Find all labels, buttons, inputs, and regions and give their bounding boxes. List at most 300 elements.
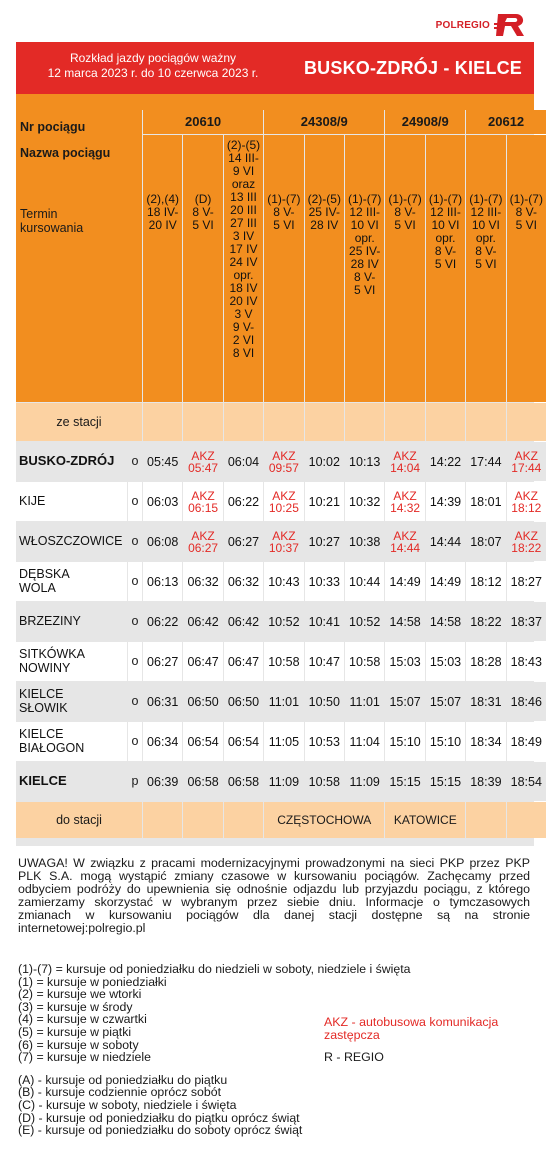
time-cell	[264, 522, 303, 561]
legend-letter-item: (A) - kursuje od poniedziałku do piątku	[18, 1072, 228, 1087]
station-name-cell	[16, 482, 127, 521]
departure-time: 10:21	[308, 494, 340, 509]
station-type-cell	[128, 482, 142, 521]
time-cell	[224, 442, 263, 481]
time-cell	[426, 682, 465, 721]
departure-time: 10:53	[308, 734, 340, 749]
station-name-cell	[16, 642, 127, 681]
station-type: o	[131, 494, 139, 508]
station-name-cell	[16, 562, 127, 601]
time-cell	[426, 602, 465, 641]
from-station-cell	[466, 403, 505, 441]
akz-time	[264, 482, 303, 521]
to-station-cell	[264, 802, 384, 838]
time-cell	[426, 642, 465, 681]
departure-time: 05:45	[147, 454, 179, 469]
time-cell	[264, 562, 303, 601]
from-station-cell	[183, 403, 222, 441]
akz-time	[183, 442, 222, 481]
legend-day-item: (7) = kursuje w niedziele	[18, 1050, 151, 1065]
time-cell	[224, 762, 263, 801]
time-cell	[507, 482, 546, 521]
to-station-cell	[507, 802, 546, 838]
station-name: KIJE	[19, 494, 46, 508]
term-text: (2),(4) 18 IV- 20 IV	[146, 192, 180, 232]
time-cell	[305, 722, 344, 761]
time-cell	[143, 562, 182, 601]
departure-time: 06:47	[187, 654, 219, 669]
akz-time	[264, 522, 303, 561]
akz-time-value: 10:25	[268, 500, 299, 515]
train-number: 20612	[488, 114, 525, 129]
station-type-cell	[128, 562, 142, 601]
time-cell	[224, 482, 263, 521]
departure-time: 14:58	[389, 614, 421, 629]
station-type: o	[131, 734, 139, 748]
time-cell	[345, 642, 384, 681]
station-type: o	[131, 694, 139, 708]
notice-text: UWAGA! W związku z pracami modernizacyjnymi prowadzonymi na sieci PKP przez PKP PLK S.A. mogą wystąpić zmiany czasowe w kursowaniu pociągów. Zachęcamy przed odbyciem podróży do upewnienia się odnośnie odjazdu lub przyjazdu pociągu, z którego zamierzamy skorzystać w wybranym przez siebie dniu. Informacje o tymczasowych zmianach w kursowaniu pociągów dla danej stacji dostępne są na stronie internetowej:polregio.pl	[18, 856, 530, 935]
station-type-cell	[128, 762, 142, 801]
station-type: o	[131, 534, 139, 548]
time-cell	[426, 442, 465, 481]
legend-letter-item: (D) - kursuje od poniedziałku do piątku oprócz świąt	[18, 1110, 300, 1125]
departure-time: 15:07	[429, 694, 462, 709]
departure-time: 11:04	[349, 734, 380, 749]
time-cell	[264, 722, 303, 761]
term-column	[426, 135, 465, 402]
akz-time	[183, 482, 222, 521]
term-text: (1)-(7) 8 V- 5 VI	[388, 192, 422, 232]
time-cell	[305, 682, 344, 721]
departure-time: 06:42	[187, 614, 219, 629]
akz-time-value: 18:22	[511, 540, 542, 555]
time-cell	[385, 642, 424, 681]
time-cell	[143, 482, 182, 521]
akz-label: AKZ	[393, 528, 417, 543]
time-cell	[466, 522, 505, 561]
station-type-cell	[128, 682, 142, 721]
from-station-label: ze stacji	[56, 415, 102, 429]
time-cell	[466, 482, 505, 521]
time-cell	[305, 642, 344, 681]
station-name-cell	[16, 682, 127, 721]
departure-time: 11:09	[349, 774, 380, 789]
polregio-logo	[436, 12, 528, 38]
from-station-cell	[305, 403, 344, 441]
validity-info	[28, 51, 278, 81]
departure-time: 18:28	[470, 654, 502, 669]
term-column	[264, 135, 303, 402]
departure-time: 06:54	[187, 734, 219, 749]
akz-label: AKZ	[191, 448, 215, 463]
departure-time: 06:22	[227, 494, 260, 509]
from-station-cell	[224, 403, 263, 441]
departure-time: 10:52	[268, 614, 300, 629]
departure-time: 10:58	[308, 774, 340, 789]
time-cell	[385, 442, 424, 481]
time-cell	[224, 602, 263, 641]
term-column	[305, 135, 344, 402]
time-cell	[466, 722, 505, 761]
train-number-header	[385, 110, 465, 134]
time-cell	[143, 682, 182, 721]
train-number-header	[143, 110, 263, 134]
term-column	[345, 135, 384, 402]
time-cell	[426, 562, 465, 601]
station-type: o	[131, 574, 139, 588]
legend-day-item: (2) = kursuje we wtorki	[18, 987, 142, 1002]
validity-line-2: 12 marca 2023 r. do 10 czerwca 2023 r.	[47, 66, 259, 80]
term-column	[507, 135, 546, 402]
station-name-cell	[16, 602, 127, 641]
station-name: SITKÓWKA NOWINY	[19, 647, 85, 675]
akz-label: AKZ	[514, 448, 538, 463]
time-cell	[385, 482, 424, 521]
departure-time: 10:58	[268, 654, 300, 669]
time-cell	[183, 602, 222, 641]
station-name: KIELCE	[19, 773, 67, 788]
departure-time: 14:49	[429, 574, 462, 589]
departure-time: 18:37	[510, 614, 542, 629]
polregio-r-icon	[494, 12, 528, 38]
timetable-banner	[16, 42, 534, 94]
akz-time-value: 06:15	[188, 500, 219, 515]
label-term-line-1: Termin	[20, 207, 58, 221]
station-type-cell	[128, 522, 142, 561]
from-station-cell	[385, 403, 424, 441]
time-cell	[345, 682, 384, 721]
departure-time: 10:41	[308, 614, 340, 629]
station-name-cell	[16, 762, 127, 801]
departure-time: 18:34	[470, 734, 502, 749]
train-number: 24308/9	[300, 114, 348, 129]
departure-time: 10:44	[349, 574, 381, 589]
akz-time	[507, 482, 546, 521]
akz-time	[264, 442, 303, 481]
departure-time: 10:33	[308, 574, 340, 589]
departure-time: 10:13	[349, 454, 381, 469]
departure-time: 10:43	[268, 574, 300, 589]
departure-time: 14:49	[389, 574, 421, 589]
time-cell	[345, 482, 384, 521]
time-cell	[385, 562, 424, 601]
time-cell	[305, 762, 344, 801]
time-cell	[507, 722, 546, 761]
time-cell	[345, 562, 384, 601]
akz-legend: AKZ - autobusowa komunikacja zastępcza	[324, 1015, 499, 1042]
departure-time: 18:39	[470, 774, 502, 789]
departure-time: 10:38	[349, 534, 381, 549]
akz-time-value: 17:44	[511, 460, 542, 475]
departure-time: 17:44	[470, 454, 502, 469]
departure-time: 06:58	[227, 774, 260, 789]
departure-time: 10:27	[308, 534, 340, 549]
akz-time-value: 14:04	[390, 460, 421, 475]
time-cell	[224, 562, 263, 601]
time-cell	[345, 602, 384, 641]
station-type: o	[131, 654, 139, 668]
departure-time: 18:27	[510, 574, 542, 589]
departure-time: 06:22	[147, 614, 179, 629]
station-name: KIELCE BIAŁOGON	[19, 727, 85, 755]
from-station-label-cell	[16, 403, 142, 441]
time-cell	[466, 442, 505, 481]
label-term-line-2: kursowania	[20, 221, 84, 235]
destination-name: CZĘSTOCHOWA	[277, 813, 372, 827]
station-name: BRZEZINY	[19, 614, 81, 628]
legend-letter-item: (B) - kursuje codziennie oprócz sobót	[18, 1085, 221, 1100]
time-cell	[224, 522, 263, 561]
time-cell	[305, 442, 344, 481]
label-train-name: Nazwa pociągu	[20, 146, 111, 160]
legend-letter-item: (C) - kursuje w soboty, niedziele i święta	[18, 1097, 237, 1112]
time-cell	[143, 642, 182, 681]
term-text: (1)-(7) 12 III- 10 VI opr. 8 V- 5 VI	[469, 192, 503, 271]
station-type-cell	[128, 722, 142, 761]
time-cell	[183, 682, 222, 721]
departure-time: 06:27	[227, 534, 260, 549]
time-cell	[507, 442, 546, 481]
station-type-cell	[128, 442, 142, 481]
time-cell	[183, 642, 222, 681]
departure-time: 15:03	[429, 654, 462, 669]
time-cell	[385, 682, 424, 721]
time-cell	[264, 682, 303, 721]
akz-label: AKZ	[514, 528, 538, 543]
departure-time: 15:10	[429, 734, 462, 749]
departure-time: 06:08	[147, 534, 179, 549]
time-cell	[345, 762, 384, 801]
route-title: BUSKO-ZDRÓJ - KIELCE	[303, 58, 522, 78]
time-cell	[507, 602, 546, 641]
departure-time: 06:04	[227, 454, 260, 469]
term-column	[143, 135, 182, 402]
time-cell	[183, 762, 222, 801]
departure-time: 14:58	[429, 614, 462, 629]
station-name-cell	[16, 442, 127, 481]
station-name-cell	[16, 522, 127, 561]
term-column	[466, 135, 505, 402]
station-type: o	[131, 614, 139, 628]
departure-time: 06:03	[147, 494, 179, 509]
time-cell	[224, 642, 263, 681]
departure-time: 18:22	[470, 614, 502, 629]
time-cell	[385, 722, 424, 761]
to-station-cell	[466, 802, 505, 838]
validity-line-1: Rozkład jazdy pociągów ważny	[69, 51, 237, 65]
legend-day-item: (6) = kursuje w soboty	[18, 1037, 139, 1052]
akz-label: AKZ	[272, 528, 296, 543]
time-cell	[507, 762, 546, 801]
station-name: WŁOSZCZOWICE	[19, 534, 123, 548]
departure-time: 06:42	[227, 614, 260, 629]
r-legend: R - REGIO	[324, 1050, 384, 1064]
to-station-cell	[143, 802, 182, 838]
term-text: (1)-(7) 12 III- 10 VI opr. 25 IV- 28 IV 8 V- 5 VI	[348, 192, 382, 297]
time-cell	[345, 722, 384, 761]
departure-time: 18:49	[510, 734, 542, 749]
time-cell	[466, 602, 505, 641]
departure-time: 06:13	[147, 574, 179, 589]
departure-time: 06:47	[227, 654, 260, 669]
akz-label: AKZ	[191, 528, 215, 543]
station-type: o	[131, 454, 139, 468]
time-cell	[143, 762, 182, 801]
akz-time-value: 05:47	[188, 460, 219, 475]
departure-time: 18:12	[470, 574, 502, 589]
term-text: (1)-(7) 8 V- 5 VI	[267, 192, 301, 232]
time-cell	[224, 722, 263, 761]
akz-label: AKZ	[393, 448, 417, 463]
time-cell	[426, 482, 465, 521]
time-cell	[224, 682, 263, 721]
departure-time: 10:32	[349, 494, 381, 509]
departure-time: 18:01	[470, 494, 502, 509]
legend-day-item: (3) = kursuje w środy	[18, 999, 133, 1014]
train-number-header	[264, 110, 384, 134]
departure-time: 18:07	[470, 534, 502, 549]
departure-time: 14:44	[429, 534, 462, 549]
time-cell	[143, 522, 182, 561]
departure-time: 06:58	[187, 774, 219, 789]
akz-label: AKZ	[272, 488, 296, 503]
time-cell	[305, 602, 344, 641]
akz-time	[507, 522, 546, 561]
station-name-cell	[16, 722, 127, 761]
departure-time: 10:58	[349, 654, 381, 669]
time-cell	[466, 682, 505, 721]
timetable	[16, 110, 543, 846]
departure-time: 06:32	[187, 574, 219, 589]
to-station-cell	[224, 802, 263, 838]
departure-time: 06:50	[187, 694, 219, 709]
to-station-cell	[385, 802, 465, 838]
from-station-cell	[264, 403, 303, 441]
departure-time: 18:43	[510, 654, 542, 669]
from-station-cell	[143, 403, 182, 441]
departure-time: 15:15	[389, 774, 421, 789]
term-text: (D) 8 V- 5 VI	[192, 192, 214, 232]
departure-time: 14:22	[429, 454, 462, 469]
legend-letter-item: (E) - kursuje od poniedziałku do soboty oprócz świąt	[18, 1123, 303, 1138]
departure-time: 10:52	[349, 614, 381, 629]
time-cell	[385, 762, 424, 801]
from-station-cell	[507, 403, 546, 441]
departure-time: 06:50	[227, 694, 260, 709]
akz-time	[385, 522, 424, 561]
departure-time: 11:09	[268, 774, 300, 789]
departure-time: 10:02	[308, 454, 340, 469]
akz-time	[507, 442, 546, 481]
departure-time: 06:39	[147, 774, 179, 789]
departure-time: 11:01	[349, 694, 380, 709]
departure-time: 06:27	[147, 654, 179, 669]
akz-time	[385, 442, 424, 481]
departure-time: 15:10	[389, 734, 421, 749]
time-cell	[305, 522, 344, 561]
akz-label: AKZ	[272, 448, 296, 463]
departure-time: 10:47	[308, 654, 340, 669]
akz-label: AKZ	[191, 488, 215, 503]
akz-time-value: 09:57	[268, 460, 299, 475]
time-cell	[426, 762, 465, 801]
time-cell	[183, 442, 222, 481]
to-station-label-cell	[16, 802, 142, 838]
from-station-cell	[345, 403, 384, 441]
departure-time: 18:46	[510, 694, 542, 709]
time-cell	[305, 482, 344, 521]
time-cell	[507, 682, 546, 721]
legend-day-item: (1) = kursuje w poniedziałki	[18, 974, 167, 989]
time-cell	[305, 562, 344, 601]
legend-day-item: (1)-(7) = kursuje od poniedziałku do niedzieli w soboty, niedziele i święta	[18, 962, 411, 976]
time-cell	[143, 442, 182, 481]
akz-label: AKZ	[393, 488, 417, 503]
time-cell	[143, 722, 182, 761]
header-label-cell	[16, 110, 142, 402]
station-name: DĘBSKA WOLA	[19, 567, 70, 595]
departure-time: 06:34	[147, 734, 179, 749]
term-text: (1)-(7) 12 III- 10 VI opr. 8 V- 5 VI	[428, 192, 463, 271]
departure-time: 18:54	[510, 774, 542, 789]
departure-time: 06:54	[227, 734, 260, 749]
departure-time: 10:50	[308, 694, 340, 709]
akz-time	[385, 482, 424, 521]
time-cell	[345, 522, 384, 561]
departure-time: 18:31	[470, 694, 502, 709]
term-column	[224, 135, 263, 402]
term-text: (2)-(5) 14 III- 9 VI oraz 13 III 20 III 27 III 3 IV 17 IV 24 IV opr. 18 IV 20 IV 3 V 9 V- 2 VI 8 VI	[226, 138, 261, 360]
time-cell	[183, 482, 222, 521]
time-cell	[183, 562, 222, 601]
term-column	[183, 135, 222, 402]
time-cell	[264, 602, 303, 641]
station-type-cell	[128, 642, 142, 681]
label-train-number: Nr pociągu	[20, 120, 86, 134]
akz-time-value: 06:27	[188, 540, 219, 555]
departure-time: 15:07	[389, 694, 421, 709]
station-type: p	[131, 774, 139, 788]
time-cell	[143, 602, 182, 641]
time-cell	[507, 522, 546, 561]
time-cell	[264, 442, 303, 481]
akz-time-value: 10:37	[268, 540, 299, 555]
to-station-label: do stacji	[56, 813, 102, 827]
akz-time-value: 14:32	[390, 500, 421, 515]
time-cell	[507, 562, 546, 601]
time-cell	[426, 522, 465, 561]
time-cell	[345, 442, 384, 481]
legend-day-item: (5) = kursuje w piątki	[18, 1024, 132, 1039]
term-text: (2)-(5) 25 IV- 28 IV	[307, 192, 341, 232]
time-cell	[264, 762, 303, 801]
brand-name: POLREGIO	[435, 19, 490, 31]
time-cell	[183, 722, 222, 761]
train-number-header	[466, 110, 546, 134]
departure-time: 15:03	[389, 654, 421, 669]
departure-time: 06:32	[227, 574, 260, 589]
station-name: KIELCE SŁOWIK	[19, 687, 68, 715]
akz-time-value: 18:12	[511, 500, 542, 515]
from-station-cell	[426, 403, 465, 441]
time-cell	[466, 642, 505, 681]
time-cell	[183, 522, 222, 561]
time-cell	[466, 562, 505, 601]
term-column	[385, 135, 424, 402]
departure-time: 14:39	[429, 494, 462, 509]
departure-time: 11:05	[268, 734, 300, 749]
